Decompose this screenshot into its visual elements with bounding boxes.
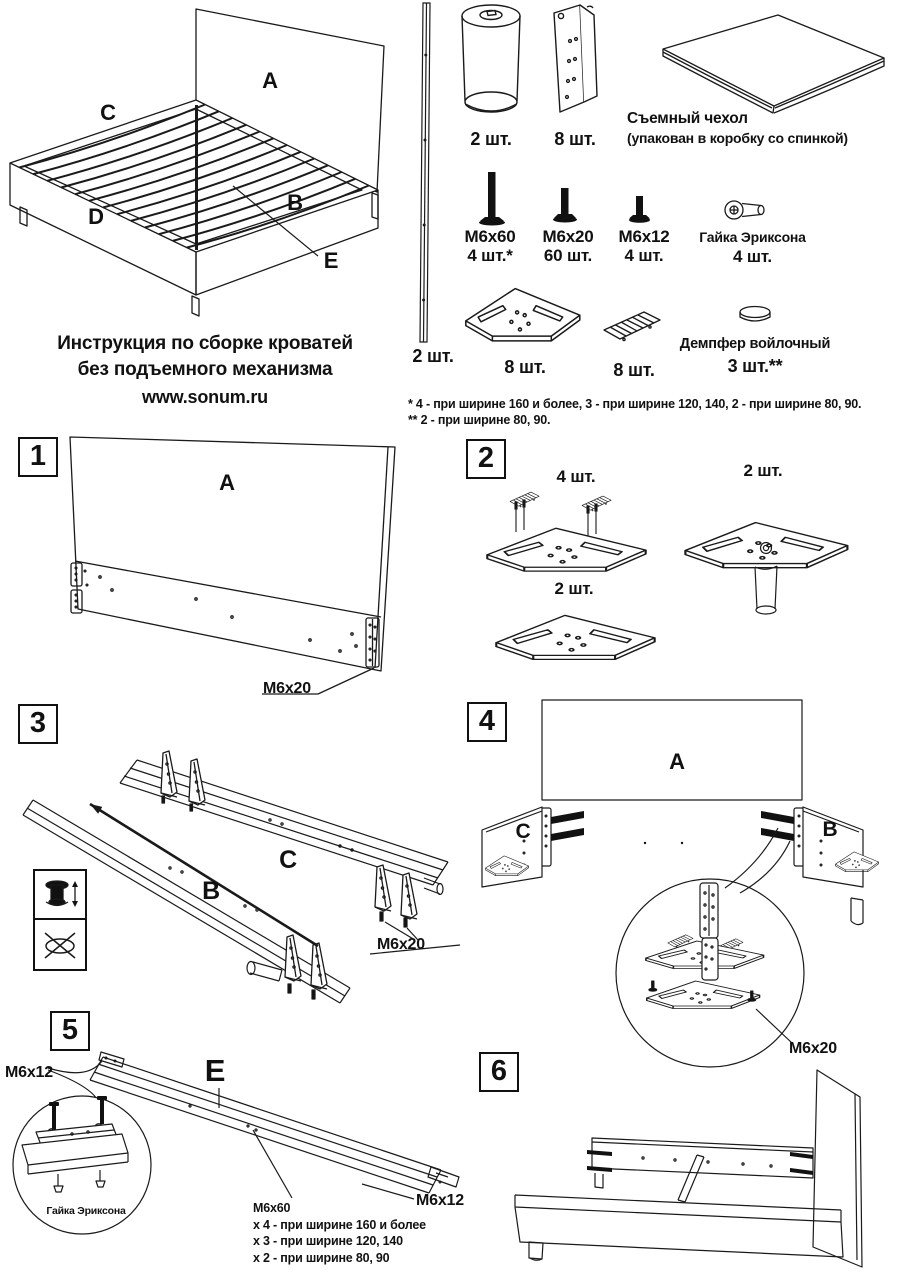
felt-damper-drawing — [734, 304, 778, 328]
step4-left-rail — [482, 807, 584, 887]
step5-callout-m6x12-right: M6x12 — [416, 1192, 464, 1209]
step4-zoom-detail — [646, 883, 764, 1009]
page-title-line2: без подъемного механизма — [77, 359, 333, 380]
footnote-1: * 4 - при ширине 160 и более, 3 - при ширине 120, 140, 2 - при ширине 80, 90. — [408, 397, 862, 411]
slide-arrowhead — [90, 804, 102, 814]
angle-bracket-qty: 8 шт. — [554, 129, 596, 149]
step5-bolt-opt3: x 2 - при ширине 80, 90 — [253, 1250, 390, 1265]
corner-plate-qty: 8 шт. — [504, 357, 546, 377]
overview-label-c: C — [100, 100, 116, 125]
step5-bolt-note — [253, 1200, 426, 1266]
bolt-m6x20-qty: 60 шт. — [543, 246, 593, 265]
step5-right-callout-leader — [362, 1184, 414, 1199]
step5-bolt-label: M6x60 — [253, 1201, 291, 1215]
step6-front-rail — [515, 1195, 843, 1260]
step1-callout-m6x20: M6x20 — [263, 680, 311, 697]
rail-c-drawing — [120, 751, 448, 927]
slat-part-drawing — [410, 0, 442, 348]
cover-note: (упакован в коробку со спинкой) — [627, 130, 848, 146]
bolt-m6x12-qty: 4 шт. — [624, 246, 664, 265]
step5-callout-m6x12-left: M6x12 — [5, 1064, 53, 1081]
bed-overview-drawing — [0, 0, 408, 330]
step1-number: 1 — [18, 437, 58, 477]
step5-bolt-opt2: x 3 - при ширине 120, 140 — [253, 1234, 403, 1248]
bolt-m6x20-drawing — [551, 184, 581, 230]
overview-label-e: E — [323, 248, 339, 273]
step3-inset-screw-leg — [33, 869, 87, 922]
bolt-m6x12-drawing — [628, 192, 654, 230]
step2-qty-holders: 4 шт. — [556, 467, 596, 486]
website-url: www.sonum.ru — [142, 387, 268, 407]
page-title-line1: Инструкция по сборке кроватей — [57, 333, 353, 354]
step6-number: 6 — [479, 1052, 519, 1092]
step2-qty-plain-plate: 2 шт. — [554, 579, 594, 598]
bolt-m6x60-label: M6x60 — [464, 227, 516, 246]
slat-holder-qty: 8 шт. — [613, 360, 655, 380]
page-title — [35, 331, 375, 383]
overview-label-d: D — [88, 204, 104, 229]
step2-plain-plate-drawing — [483, 606, 667, 668]
bolt-m6x60-drawing — [476, 170, 510, 230]
step3-number: 3 — [18, 704, 58, 744]
cover-title: Съемный чехол — [627, 110, 748, 127]
step6-back-rail — [587, 1138, 813, 1188]
step4-number: 4 — [467, 702, 507, 742]
corner-plate-part-drawing — [460, 280, 592, 350]
step4-label-c: C — [515, 820, 531, 843]
step4-label-a: A — [669, 749, 685, 774]
erikson-nut-label: Гайка Эриксона — [699, 229, 806, 245]
overview-label-b: B — [287, 190, 303, 215]
step1-drawing — [56, 427, 408, 693]
step3-label-c: C — [279, 846, 297, 874]
step5-bolt-opt1: x 4 - при ширине 160 и более — [253, 1217, 426, 1232]
leg-qty: 2 шт. — [470, 129, 512, 149]
step1-label-a: A — [219, 470, 235, 495]
leg-part-drawing — [458, 2, 524, 118]
step4-label-b: B — [822, 818, 838, 841]
angle-bracket-part-drawing — [543, 2, 603, 116]
slat-holder-part-drawing — [598, 306, 668, 348]
bolt-m6x20-label: M6x20 — [542, 227, 594, 246]
bolt-m6x60-qty: 4 шт.* — [467, 246, 513, 265]
step5-label-e: E — [204, 1053, 226, 1088]
bolt-m6x12-label: M6x12 — [618, 227, 670, 246]
step5-bolt-leader — [253, 1130, 292, 1198]
step2-plate-with-leg-drawing — [668, 510, 864, 618]
step3-label-b: B — [202, 877, 220, 905]
overview-label-a: A — [262, 68, 278, 93]
felt-damper-label: Демпфер войлочный — [679, 336, 831, 352]
step5-nut-label: Гайка Эриксона — [46, 1205, 126, 1217]
step4-callout-leader — [756, 1009, 792, 1043]
step2-number: 2 — [466, 439, 506, 479]
erikson-nut-qty: 4 шт. — [733, 247, 772, 266]
step3-inset-do-not — [33, 918, 87, 971]
step2-plate-with-holders-drawing — [476, 488, 660, 576]
footnote-2: ** 2 - при ширине 80, 90. — [408, 413, 551, 427]
step5-number: 5 — [50, 1011, 90, 1051]
step6-drawing — [503, 1058, 897, 1278]
felt-damper-qty: 3 шт.** — [727, 356, 783, 376]
step4-callout-m6x20: M6x20 — [789, 1040, 837, 1057]
step2-qty-leg-plate: 2 шт. — [743, 461, 783, 480]
step3-callout-m6x20: M6x20 — [377, 936, 425, 953]
cover-part-drawing — [638, 10, 890, 112]
slat-qty: 2 шт. — [412, 346, 454, 366]
erikson-nut-drawing — [723, 197, 771, 223]
